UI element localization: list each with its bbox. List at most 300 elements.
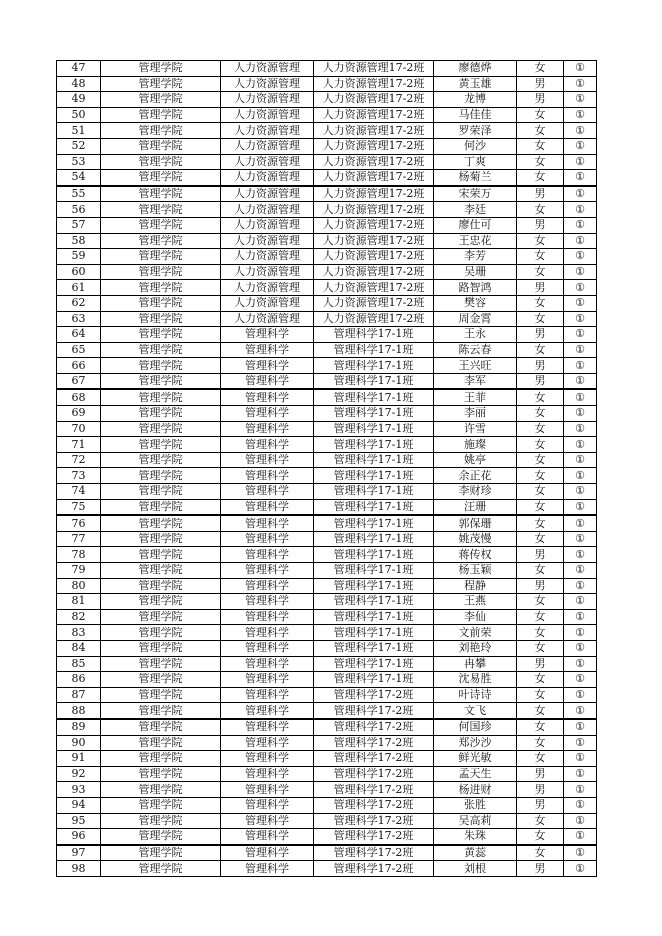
college-cell: 管理学院: [101, 703, 221, 719]
student-name-cell: 张胜: [434, 797, 517, 813]
student-name-cell: 罗荣泽: [434, 123, 517, 139]
college-cell: 管理学院: [101, 609, 221, 625]
student-name-cell: 何国珍: [434, 719, 517, 735]
major-cell: 管理科学: [221, 437, 314, 453]
class-name-cell: 管理科学17-1班: [314, 373, 434, 389]
college-cell: 管理学院: [101, 452, 221, 468]
college-cell: 管理学院: [101, 107, 221, 123]
student-name-cell: 马佳佳: [434, 107, 517, 123]
row-number-cell: 92: [57, 766, 101, 782]
college-cell: 管理学院: [101, 861, 221, 877]
table-row: [57, 672, 597, 688]
table-row: [57, 735, 597, 751]
mark-cell: ①: [564, 61, 597, 77]
college-cell: 管理学院: [101, 138, 221, 154]
table-row: [57, 406, 597, 422]
class-name-cell: 管理科学17-2班: [314, 751, 434, 767]
row-number-cell: 97: [57, 845, 101, 861]
mark-cell: ①: [564, 358, 597, 374]
class-name-cell: 管理科学17-1班: [314, 437, 434, 453]
gender-cell: 女: [517, 295, 564, 311]
row-number-cell: 50: [57, 107, 101, 123]
student-name-cell: 黄蕊: [434, 845, 517, 861]
mark-cell: ①: [564, 563, 597, 579]
student-name-cell: 许雪: [434, 421, 517, 437]
gender-cell: 女: [517, 138, 564, 154]
mark-cell: ①: [564, 531, 597, 547]
college-cell: 管理学院: [101, 76, 221, 92]
mark-cell: ①: [564, 342, 597, 358]
class-name-cell: 管理科学17-2班: [314, 845, 434, 861]
table-row: [57, 389, 597, 405]
gender-cell: 女: [517, 233, 564, 249]
gender-cell: 女: [517, 437, 564, 453]
college-cell: 管理学院: [101, 233, 221, 249]
major-cell: 管理科学: [221, 687, 314, 703]
table-row: [57, 719, 597, 735]
row-number-cell: 71: [57, 437, 101, 453]
class-name-cell: 人力资源管理17-2班: [314, 154, 434, 170]
major-cell: 管理科学: [221, 484, 314, 500]
student-name-cell: 朱珠: [434, 829, 517, 845]
row-number-cell: 64: [57, 327, 101, 343]
table-row: [57, 766, 597, 782]
major-cell: 管理科学: [221, 782, 314, 798]
mark-cell: ①: [564, 107, 597, 123]
mark-cell: ①: [564, 295, 597, 311]
gender-cell: 女: [517, 170, 564, 186]
student-name-cell: 刘根: [434, 861, 517, 877]
class-name-cell: 管理科学17-1班: [314, 625, 434, 641]
college-cell: 管理学院: [101, 186, 221, 202]
mark-cell: ①: [564, 138, 597, 154]
row-number-cell: 63: [57, 311, 101, 327]
major-cell: 管理科学: [221, 515, 314, 531]
class-name-cell: 人力资源管理17-2班: [314, 311, 434, 327]
class-name-cell: 管理科学17-1班: [314, 594, 434, 610]
major-cell: 人力资源管理: [221, 123, 314, 139]
mark-cell: ①: [564, 170, 597, 186]
student-name-cell: 王永: [434, 327, 517, 343]
major-cell: 管理科学: [221, 861, 314, 877]
major-cell: 管理科学: [221, 342, 314, 358]
table-row: [57, 751, 597, 767]
mark-cell: ①: [564, 735, 597, 751]
class-name-cell: 人力资源管理17-2班: [314, 170, 434, 186]
major-cell: 管理科学: [221, 594, 314, 610]
row-number-cell: 73: [57, 468, 101, 484]
row-number-cell: 96: [57, 829, 101, 845]
major-cell: 人力资源管理: [221, 233, 314, 249]
row-number-cell: 80: [57, 578, 101, 594]
major-cell: 管理科学: [221, 389, 314, 405]
row-number-cell: 58: [57, 233, 101, 249]
row-number-cell: 91: [57, 751, 101, 767]
major-cell: 管理科学: [221, 421, 314, 437]
mark-cell: ①: [564, 280, 597, 296]
major-cell: 人力资源管理: [221, 186, 314, 202]
table-row: [57, 138, 597, 154]
mark-cell: ①: [564, 499, 597, 515]
class-name-cell: 人力资源管理17-2班: [314, 92, 434, 108]
row-number-cell: 51: [57, 123, 101, 139]
row-number-cell: 90: [57, 735, 101, 751]
college-cell: 管理学院: [101, 845, 221, 861]
gender-cell: 男: [517, 373, 564, 389]
major-cell: 管理科学: [221, 625, 314, 641]
major-cell: 管理科学: [221, 797, 314, 813]
gender-cell: 女: [517, 845, 564, 861]
college-cell: 管理学院: [101, 295, 221, 311]
major-cell: 管理科学: [221, 672, 314, 688]
table-row: [57, 327, 597, 343]
college-cell: 管理学院: [101, 656, 221, 672]
class-name-cell: 管理科学17-1班: [314, 672, 434, 688]
major-cell: 人力资源管理: [221, 170, 314, 186]
student-name-cell: 丁爽: [434, 154, 517, 170]
student-name-cell: 蒋传权: [434, 547, 517, 563]
row-number-cell: 62: [57, 295, 101, 311]
major-cell: 管理科学: [221, 813, 314, 829]
student-name-cell: 姚茂慢: [434, 531, 517, 547]
class-name-cell: 管理科学17-1班: [314, 547, 434, 563]
table-row: [57, 186, 597, 202]
student-name-cell: 廖德烨: [434, 61, 517, 77]
row-number-cell: 75: [57, 499, 101, 515]
row-number-cell: 89: [57, 719, 101, 735]
class-name-cell: 管理科学17-2班: [314, 766, 434, 782]
gender-cell: 男: [517, 92, 564, 108]
table-row: [57, 264, 597, 280]
mark-cell: ①: [564, 389, 597, 405]
row-number-cell: 77: [57, 531, 101, 547]
row-number-cell: 93: [57, 782, 101, 798]
student-name-cell: 郑沙沙: [434, 735, 517, 751]
major-cell: 管理科学: [221, 719, 314, 735]
major-cell: 人力资源管理: [221, 138, 314, 154]
mark-cell: ①: [564, 154, 597, 170]
major-cell: 管理科学: [221, 406, 314, 422]
major-cell: 人力资源管理: [221, 249, 314, 265]
college-cell: 管理学院: [101, 797, 221, 813]
table-row: [57, 531, 597, 547]
row-number-cell: 98: [57, 861, 101, 877]
row-number-cell: 94: [57, 797, 101, 813]
table-row: [57, 373, 597, 389]
major-cell: 管理科学: [221, 563, 314, 579]
gender-cell: 男: [517, 76, 564, 92]
row-number-cell: 79: [57, 563, 101, 579]
row-number-cell: 81: [57, 594, 101, 610]
row-number-cell: 48: [57, 76, 101, 92]
major-cell: 管理科学: [221, 327, 314, 343]
mark-cell: ①: [564, 406, 597, 422]
college-cell: 管理学院: [101, 123, 221, 139]
class-name-cell: 管理科学17-2班: [314, 829, 434, 845]
gender-cell: 女: [517, 515, 564, 531]
class-name-cell: 管理科学17-1班: [314, 421, 434, 437]
major-cell: 管理科学: [221, 640, 314, 656]
class-name-cell: 人力资源管理17-2班: [314, 107, 434, 123]
mark-cell: ①: [564, 373, 597, 389]
major-cell: 人力资源管理: [221, 107, 314, 123]
table-row: [57, 61, 597, 77]
table-row: [57, 92, 597, 108]
class-name-cell: 管理科学17-2班: [314, 735, 434, 751]
class-name-cell: 管理科学17-2班: [314, 813, 434, 829]
mark-cell: ①: [564, 233, 597, 249]
student-name-cell: 冉攀: [434, 656, 517, 672]
major-cell: 管理科学: [221, 452, 314, 468]
gender-cell: 男: [517, 280, 564, 296]
table-row: [57, 437, 597, 453]
major-cell: 管理科学: [221, 845, 314, 861]
student-name-cell: 龙博: [434, 92, 517, 108]
gender-cell: 女: [517, 751, 564, 767]
major-cell: 管理科学: [221, 735, 314, 751]
student-name-cell: 叶诗诗: [434, 687, 517, 703]
student-name-cell: 杨进财: [434, 782, 517, 798]
college-cell: 管理学院: [101, 829, 221, 845]
student-name-cell: 李廷: [434, 202, 517, 218]
major-cell: 管理科学: [221, 358, 314, 374]
student-name-cell: 施璨: [434, 437, 517, 453]
major-cell: 管理科学: [221, 766, 314, 782]
class-name-cell: 管理科学17-1班: [314, 342, 434, 358]
college-cell: 管理学院: [101, 170, 221, 186]
mark-cell: ①: [564, 703, 597, 719]
student-name-cell: 周金霄: [434, 311, 517, 327]
class-name-cell: 人力资源管理17-2班: [314, 249, 434, 265]
student-name-cell: 王忠花: [434, 233, 517, 249]
major-cell: 人力资源管理: [221, 92, 314, 108]
class-name-cell: 管理科学17-1班: [314, 640, 434, 656]
mark-cell: ①: [564, 782, 597, 798]
table-row: [57, 170, 597, 186]
class-name-cell: 人力资源管理17-2班: [314, 123, 434, 139]
student-name-cell: 陈云春: [434, 342, 517, 358]
gender-cell: 女: [517, 311, 564, 327]
mark-cell: ①: [564, 217, 597, 233]
mark-cell: ①: [564, 484, 597, 500]
college-cell: 管理学院: [101, 499, 221, 515]
college-cell: 管理学院: [101, 672, 221, 688]
student-name-cell: 李芳: [434, 249, 517, 265]
row-number-cell: 56: [57, 202, 101, 218]
college-cell: 管理学院: [101, 154, 221, 170]
row-number-cell: 67: [57, 373, 101, 389]
gender-cell: 男: [517, 797, 564, 813]
student-name-cell: 李军: [434, 373, 517, 389]
gender-cell: 女: [517, 640, 564, 656]
student-name-cell: 黄玉雄: [434, 76, 517, 92]
table-row: [57, 311, 597, 327]
college-cell: 管理学院: [101, 813, 221, 829]
table-row: [57, 217, 597, 233]
mark-cell: ①: [564, 719, 597, 735]
college-cell: 管理学院: [101, 61, 221, 77]
row-number-cell: 49: [57, 92, 101, 108]
row-number-cell: 66: [57, 358, 101, 374]
student-name-cell: 文前荣: [434, 625, 517, 641]
gender-cell: 女: [517, 421, 564, 437]
student-name-cell: 廖仕可: [434, 217, 517, 233]
row-number-cell: 85: [57, 656, 101, 672]
table-row: [57, 656, 597, 672]
table-row: [57, 703, 597, 719]
college-cell: 管理学院: [101, 92, 221, 108]
class-name-cell: 人力资源管理17-2班: [314, 233, 434, 249]
row-number-cell: 76: [57, 515, 101, 531]
gender-cell: 女: [517, 609, 564, 625]
class-name-cell: 管理科学17-1班: [314, 563, 434, 579]
row-number-cell: 57: [57, 217, 101, 233]
mark-cell: ①: [564, 468, 597, 484]
mark-cell: ①: [564, 656, 597, 672]
student-name-cell: 郭保珊: [434, 515, 517, 531]
mark-cell: ①: [564, 672, 597, 688]
college-cell: 管理学院: [101, 406, 221, 422]
student-name-cell: 鲜光敏: [434, 751, 517, 767]
table-row: [57, 280, 597, 296]
gender-cell: 女: [517, 531, 564, 547]
mark-cell: ①: [564, 625, 597, 641]
college-cell: 管理学院: [101, 484, 221, 500]
mark-cell: ①: [564, 452, 597, 468]
class-name-cell: 管理科学17-1班: [314, 389, 434, 405]
gender-cell: 女: [517, 484, 564, 500]
table-row: [57, 845, 597, 861]
mark-cell: ①: [564, 640, 597, 656]
gender-cell: 女: [517, 154, 564, 170]
row-number-cell: 68: [57, 389, 101, 405]
student-name-cell: 杨菊兰: [434, 170, 517, 186]
student-name-cell: 刘艳玲: [434, 640, 517, 656]
gender-cell: 女: [517, 829, 564, 845]
gender-cell: 男: [517, 217, 564, 233]
college-cell: 管理学院: [101, 751, 221, 767]
student-name-cell: 樊容: [434, 295, 517, 311]
major-cell: 人力资源管理: [221, 154, 314, 170]
class-name-cell: 管理科学17-1班: [314, 327, 434, 343]
student-name-cell: 何沙: [434, 138, 517, 154]
gender-cell: 男: [517, 358, 564, 374]
student-name-cell: 李丽: [434, 406, 517, 422]
class-name-cell: 管理科学17-1班: [314, 468, 434, 484]
gender-cell: 女: [517, 672, 564, 688]
major-cell: 人力资源管理: [221, 217, 314, 233]
class-name-cell: 管理科学17-2班: [314, 687, 434, 703]
row-number-cell: 53: [57, 154, 101, 170]
table-row: [57, 249, 597, 265]
major-cell: 管理科学: [221, 578, 314, 594]
table-row: [57, 687, 597, 703]
class-name-cell: 人力资源管理17-2班: [314, 264, 434, 280]
major-cell: 管理科学: [221, 499, 314, 515]
row-number-cell: 87: [57, 687, 101, 703]
mark-cell: ①: [564, 264, 597, 280]
table-row: [57, 76, 597, 92]
college-cell: 管理学院: [101, 421, 221, 437]
mark-cell: ①: [564, 421, 597, 437]
gender-cell: 男: [517, 578, 564, 594]
row-number-cell: 82: [57, 609, 101, 625]
college-cell: 管理学院: [101, 327, 221, 343]
table-row: [57, 154, 597, 170]
college-cell: 管理学院: [101, 389, 221, 405]
student-name-cell: 吴珊: [434, 264, 517, 280]
student-name-cell: 李仙: [434, 609, 517, 625]
student-name-cell: 文飞: [434, 703, 517, 719]
class-name-cell: 管理科学17-1班: [314, 484, 434, 500]
gender-cell: 女: [517, 594, 564, 610]
table-row: [57, 421, 597, 437]
student-name-cell: 孟天生: [434, 766, 517, 782]
table-row: [57, 578, 597, 594]
row-number-cell: 72: [57, 452, 101, 468]
class-name-cell: 管理科学17-2班: [314, 861, 434, 877]
college-cell: 管理学院: [101, 311, 221, 327]
table-row: [57, 107, 597, 123]
row-number-cell: 61: [57, 280, 101, 296]
mark-cell: ①: [564, 861, 597, 877]
table-row: [57, 202, 597, 218]
major-cell: 人力资源管理: [221, 61, 314, 77]
mark-cell: ①: [564, 829, 597, 845]
gender-cell: 女: [517, 703, 564, 719]
student-name-cell: 王燕: [434, 594, 517, 610]
gender-cell: 女: [517, 202, 564, 218]
table-row: [57, 625, 597, 641]
gender-cell: 女: [517, 719, 564, 735]
class-name-cell: 人力资源管理17-2班: [314, 202, 434, 218]
college-cell: 管理学院: [101, 202, 221, 218]
college-cell: 管理学院: [101, 547, 221, 563]
class-name-cell: 管理科学17-2班: [314, 703, 434, 719]
gender-cell: 女: [517, 452, 564, 468]
class-name-cell: 管理科学17-1班: [314, 358, 434, 374]
gender-cell: 男: [517, 186, 564, 202]
class-name-cell: 管理科学17-2班: [314, 719, 434, 735]
mark-cell: ①: [564, 766, 597, 782]
student-name-cell: 余正花: [434, 468, 517, 484]
gender-cell: 男: [517, 861, 564, 877]
major-cell: 管理科学: [221, 609, 314, 625]
mark-cell: ①: [564, 845, 597, 861]
college-cell: 管理学院: [101, 358, 221, 374]
gender-cell: 女: [517, 563, 564, 579]
student-table: [56, 60, 597, 877]
class-name-cell: 管理科学17-2班: [314, 797, 434, 813]
major-cell: 人力资源管理: [221, 311, 314, 327]
class-name-cell: 人力资源管理17-2班: [314, 138, 434, 154]
row-number-cell: 84: [57, 640, 101, 656]
gender-cell: 女: [517, 123, 564, 139]
gender-cell: 女: [517, 735, 564, 751]
major-cell: 人力资源管理: [221, 202, 314, 218]
table-row: [57, 861, 597, 877]
college-cell: 管理学院: [101, 373, 221, 389]
row-number-cell: 86: [57, 672, 101, 688]
table-row: [57, 358, 597, 374]
college-cell: 管理学院: [101, 735, 221, 751]
student-name-cell: 汪珊: [434, 499, 517, 515]
mark-cell: ①: [564, 311, 597, 327]
mark-cell: ①: [564, 202, 597, 218]
gender-cell: 女: [517, 406, 564, 422]
row-number-cell: 60: [57, 264, 101, 280]
class-name-cell: 管理科学17-1班: [314, 609, 434, 625]
